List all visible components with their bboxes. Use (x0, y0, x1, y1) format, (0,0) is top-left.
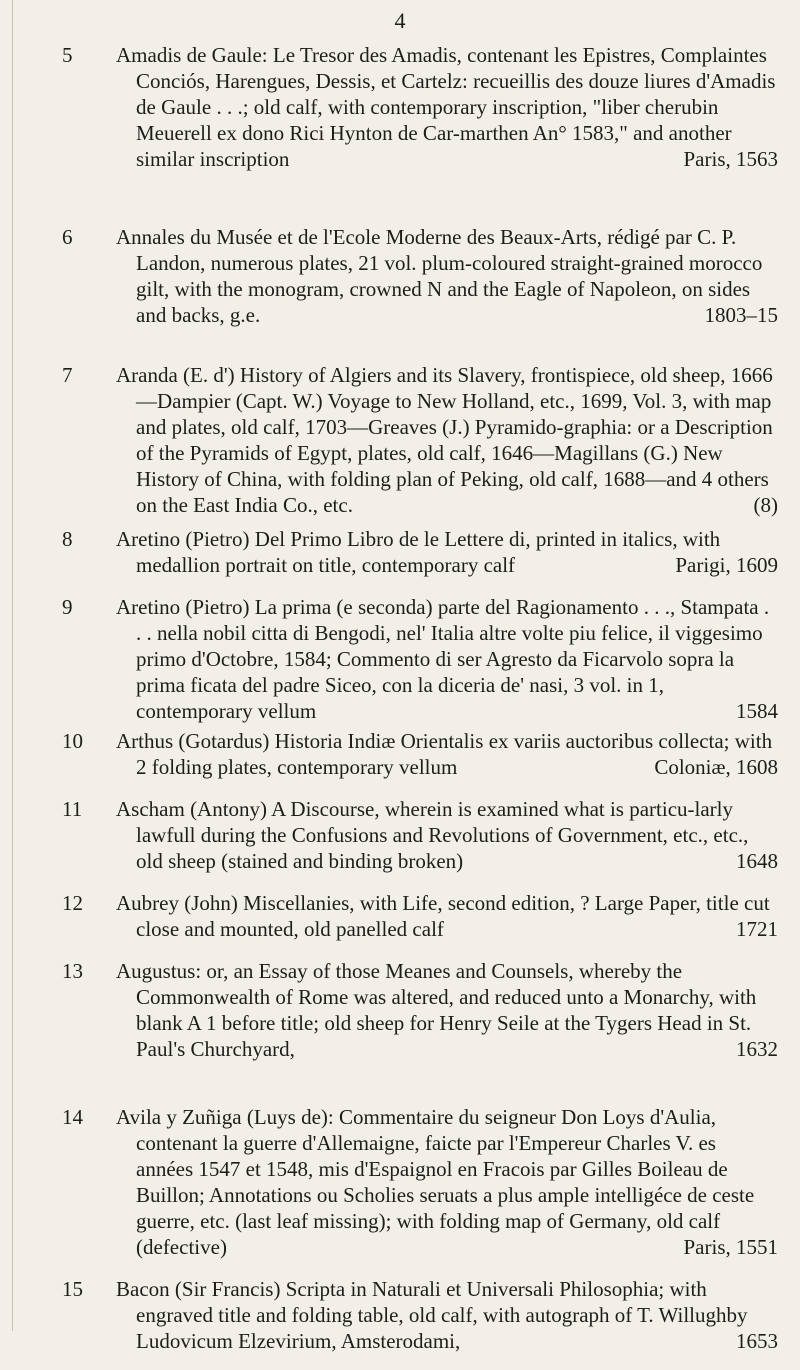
lot-number: 12 (62, 891, 83, 915)
lot-number: 9 (62, 595, 73, 619)
entry-date: 1584 (736, 699, 778, 723)
entry-text: Aretino (Pietro) Del Primo Libro de le Lettere di, printed in italics, with medallion portrait on title, contemporary calf Parigi, 1609 (116, 527, 778, 577)
entry-text: Aranda (E. d') History of Algiers and its Slavery, frontispiece, old sheep, 1666—Dampier (Capt. W.) Voyage to New Holland, etc., 1699, Vol. 3, with map and plates, old calf, 1703—Greaves (J.) Pyramido-graphia: or a Description of the Pyramids of Egypt, plates, old calf, 1646—Magillans (G.) New History of China, with folding plan of Peking, old calf, 1688—and 4 others on the East India Co., etc. (8) (116, 363, 778, 517)
catalogue-entry (0, 1276, 800, 1354)
lot-number: 13 (62, 959, 83, 983)
catalogue-entry (0, 890, 800, 942)
catalogue-entry (0, 42, 800, 208)
entry-date: Coloniæ, 1608 (654, 755, 778, 779)
catalogue-entry (0, 362, 800, 517)
lot-number: 14 (62, 1105, 83, 1129)
lot-number: 8 (62, 527, 73, 551)
lot-number: 5 (62, 43, 73, 67)
entry-text: Avila y Zuñiga (Luys de): Commentaire du seigneur Don Loys d'Aulia, contenant la guerre d'Allemaigne, faicte par l'Empereur Charles V. es années 1547 et 1548, mis d'Espaignol en Fracois par Gilles Boileau de Buillon; Annotations ou Scholies seruats a plus ample intelligéce de ceste guerre, etc. (last leaf missing); with folding map of Germany, old calf (defective) Paris, 1551 (116, 1105, 778, 1259)
entry-date: 1721 (736, 917, 778, 941)
catalogue-entry (0, 958, 800, 1088)
lot-number: 15 (62, 1277, 83, 1301)
lot-number: 6 (62, 225, 73, 249)
entry-text: Ascham (Antony) A Discourse, wherein is examined what is particu-larly lawfull during the Confusions and Revolutions of Government, etc., etc., old sheep (stained and binding broken) 1648 (116, 797, 778, 873)
entry-date: Paris, 1563 (683, 147, 778, 171)
catalogue-entry (0, 594, 800, 723)
entry-text: Annales du Musée et de l'Ecole Moderne des Beaux-Arts, rédigé par C. P. Landon, numerous plates, 21 vol. plum-coloured straight-grained morocco gilt, with the monogram, crowned N and the Eagle of Napoleon, on sides and backs, g.e. 1803–15 (116, 225, 778, 327)
entry-text: Amadis de Gaule: Le Tresor des Amadis, contenant les Epistres, Complaintes Conciós, Harengues, Dessis, et Cartelz: recueillis des douze liures d'Amadis de Gaule . . .; old calf, with contemporary inscription, "liber cherubin Meuerell ex dono Rici Hynton de Car-marthen An° 1583," and another similar inscription Paris, 1563 (116, 43, 778, 171)
entry-date: 1632 (736, 1037, 778, 1061)
catalogue-entry (0, 796, 800, 874)
entry-date: Parigi, 1609 (675, 553, 778, 577)
page-number: 4 (394, 8, 406, 33)
entry-date: 1648 (736, 849, 778, 873)
lot-number: 10 (62, 729, 83, 753)
lot-number: 11 (62, 797, 83, 821)
catalogue-entry (0, 1104, 800, 1260)
entry-date: Paris, 1551 (683, 1235, 778, 1259)
lot-number: 7 (62, 363, 73, 387)
entry-date: 1653 (736, 1329, 778, 1353)
catalogue-entry (0, 728, 800, 780)
entry-text: Aretino (Pietro) La prima (e seconda) parte del Ragionamento . . ., Stampata . . . nella nobil citta di Bengodi, nel' Italia altre volte piu felice, il viggesimo primo d'Octobre, 1584; Commento di ser Agresto da Ficarvolo sopra la prima ficata del padre Siceo, con la diceria de' nasi, 3 vol. in 1, contemporary vellum 1584 (116, 595, 778, 723)
entry-text: Bacon (Sir Francis) Scripta in Naturali et Universali Philosophia; with engraved title and folding table, old calf, with autograph of T. Willughby Ludovicum Elzevirium, Amsterodami, 1653 (116, 1277, 778, 1353)
catalogue-entry (0, 224, 800, 346)
entry-date: 1803–15 (704, 303, 778, 327)
entry-date: (8) (753, 493, 778, 517)
entry-text: Augustus: or, an Essay of those Meanes and Counsels, whereby the Commonwealth of Rome was altered, and reduced unto a Monarchy, with blank A 1 before title; old sheep for Henry Seile at the Tygers Head in St. Paul's Churchyard, 1632 (116, 959, 778, 1061)
entry-text: Aubrey (John) Miscellanies, with Life, second edition, ? Large Paper, title cut close and mounted, old panelled calf 1721 (116, 891, 778, 941)
entry-text: Arthus (Gotardus) Historia Indiæ Orientalis ex variis auctoribus collecta; with 2 folding plates, contemporary vellum Coloniæ, 1608 (116, 729, 778, 779)
catalogue-entries (0, 42, 800, 1370)
catalogue-entry (0, 526, 800, 578)
